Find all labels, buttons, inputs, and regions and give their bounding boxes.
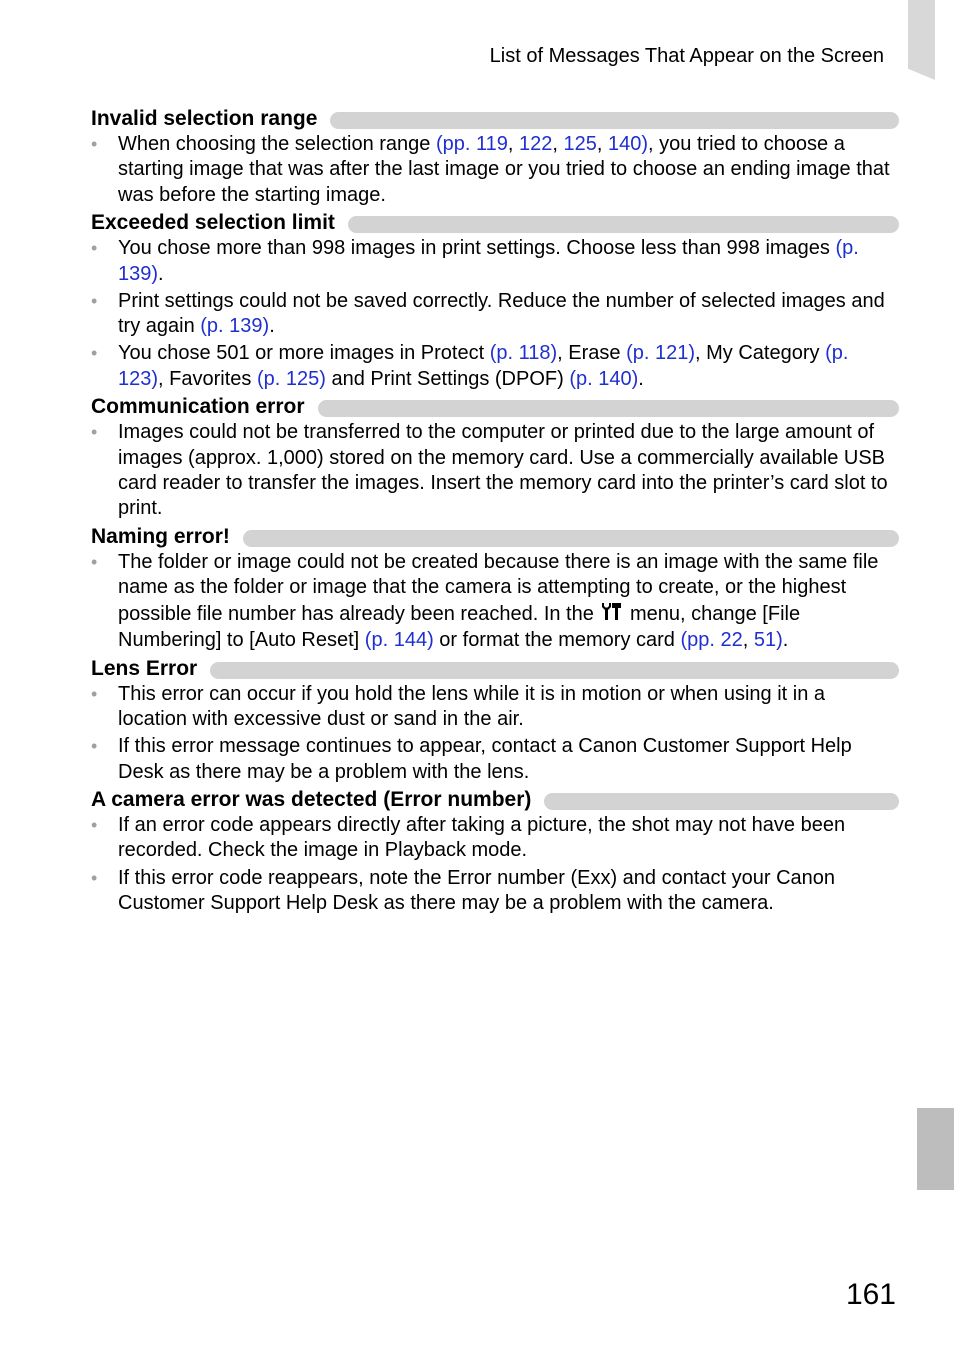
section-heading-naming-error <box>91 524 899 550</box>
page-reference-link[interactable]: (p. 125) <box>256 367 326 390</box>
section-title: Naming error! <box>91 524 230 548</box>
page-reference-link[interactable]: 125 <box>563 133 597 155</box>
bullet-text: , <box>507 133 520 155</box>
page-reference-link[interactable]: (p. 144) <box>364 629 434 652</box>
section-title: Communication error <box>91 395 305 419</box>
bullet-text: , My Category <box>695 342 826 365</box>
bullet-item <box>91 236 899 287</box>
bullet-text: . <box>782 629 789 652</box>
bullet-marker: • <box>91 134 98 154</box>
page-reference-link[interactable]: 122 <box>519 133 553 155</box>
bullet-text: You chose more than 998 images in print settings. Choose less than 998 images <box>118 237 836 260</box>
page-reference-link[interactable]: 51) <box>753 629 783 652</box>
bullet-item <box>91 420 899 522</box>
bullet-text: Images could not be transferred to the computer or printed due to the large amount of images (approx. 1,000) stored on the memory card. Use a commercially available USB card reader to transfer the images. Insert the memory card into the printer’s card slot to print. <box>118 421 888 520</box>
running-header: List of Messages That Appear on the Screen <box>489 45 884 67</box>
section-title: Invalid selection range <box>91 107 318 130</box>
bullet-marker: • <box>91 736 98 757</box>
message-list <box>91 104 899 918</box>
bullet-marker: • <box>91 290 98 311</box>
bullet-item <box>91 550 899 654</box>
bullet-text: You chose 501 or more images in Protect <box>118 342 490 365</box>
heading-rule <box>243 530 899 547</box>
section-title: A camera error was detected (Error number) <box>91 787 532 811</box>
bullet-text: If this error message continues to appear, contact a Canon Customer Support Help Desk as there may be a problem with the lens. <box>118 735 852 783</box>
section-heading-invalid-selection-range <box>91 106 899 132</box>
heading-rule <box>210 662 899 679</box>
page-reference-link[interactable]: (pp. 22 <box>680 629 743 652</box>
bullet-marker: • <box>91 814 98 835</box>
bullet-item <box>91 866 899 917</box>
page-reference-link[interactable]: (p. 139) <box>118 237 859 285</box>
bullet-text: , <box>596 133 609 155</box>
bullet-text: , <box>742 629 754 652</box>
heading-rule <box>330 112 899 129</box>
bullet-text: When choosing the selection range <box>118 133 436 155</box>
bullet-text: , you tried to choose a starting image that was after the last image or you tried to choose an ending image that was before the starting image. <box>118 133 890 206</box>
section-title: Lens Error <box>91 656 198 680</box>
heading-rule <box>544 793 899 810</box>
page-reference-link[interactable]: (p. 139) <box>200 315 270 338</box>
page-reference-link[interactable]: (p. 118) <box>489 342 558 365</box>
bullet-marker: • <box>91 422 98 443</box>
page-reference-link[interactable]: 140) <box>608 133 649 155</box>
bullet-text: menu, change [File Numbering] to [Auto Reset] <box>118 602 801 652</box>
page-reference-link[interactable]: (p. 140) <box>569 367 639 390</box>
page-reference-link[interactable]: (pp. 119 <box>435 133 508 155</box>
bullet-marker: • <box>91 343 98 364</box>
section-heading-a-camera-error-was-detected-error-number <box>91 787 899 813</box>
bullet-marker: • <box>91 238 98 259</box>
bullet-text: Print settings could not be saved correctly. Reduce the number of selected images and try again <box>118 289 885 338</box>
bullet-text: . <box>158 262 164 285</box>
bullet-text: The folder or image could not be created because there is an image with the same file name as the folder or image that the camera is attempting to create, or the highest possible file number has already been reached. In the <box>118 550 879 625</box>
bullet-text: . <box>638 367 644 390</box>
section-heading-lens-error <box>91 656 899 682</box>
corner-tab <box>908 0 935 80</box>
bullet-text: If an error code appears directly after taking a picture, the shot may not have been recorded. Check the image in Playback mode. <box>118 813 846 862</box>
page-number: 161 <box>845 1278 896 1311</box>
bullet-item <box>91 289 899 340</box>
bullet-item <box>91 682 899 733</box>
bullet-marker: • <box>91 683 98 704</box>
section-heading-exceeded-selection-limit <box>91 210 899 236</box>
section-title: Exceeded selection limit <box>91 211 335 235</box>
bullet-marker: • <box>91 551 98 572</box>
bullet-item <box>91 132 899 208</box>
bullet-text: , <box>552 133 564 155</box>
wrench-hammer-icon <box>600 601 622 628</box>
bullet-text: . <box>269 315 275 338</box>
bullet-item <box>91 341 899 392</box>
page-reference-link[interactable]: (p. 121) <box>626 342 696 365</box>
bullet-text: This error can occur if you hold the lens while it is in motion or when using it in a location with excessive dust or sand in the air. <box>118 682 826 730</box>
bullet-text: and Print Settings (DPOF) <box>325 367 570 390</box>
section-heading-communication-error <box>91 394 899 420</box>
heading-rule <box>348 216 899 233</box>
bullet-marker: • <box>91 867 98 888</box>
bullet-text: , Erase <box>557 342 627 365</box>
bullet-text: , Favorites <box>158 367 257 390</box>
bullet-item <box>91 734 899 785</box>
page-reference-link[interactable]: (p. 123) <box>118 342 849 390</box>
bullet-item <box>91 813 899 864</box>
bullet-text: If this error code reappears, note the Error number (Exx) and contact your Canon Customer Support Help Desk as there may be a problem with the camera. <box>118 866 836 914</box>
heading-rule <box>318 400 899 417</box>
chapter-side-tab <box>917 1108 954 1190</box>
bullet-text: or format the memory card <box>433 629 681 652</box>
